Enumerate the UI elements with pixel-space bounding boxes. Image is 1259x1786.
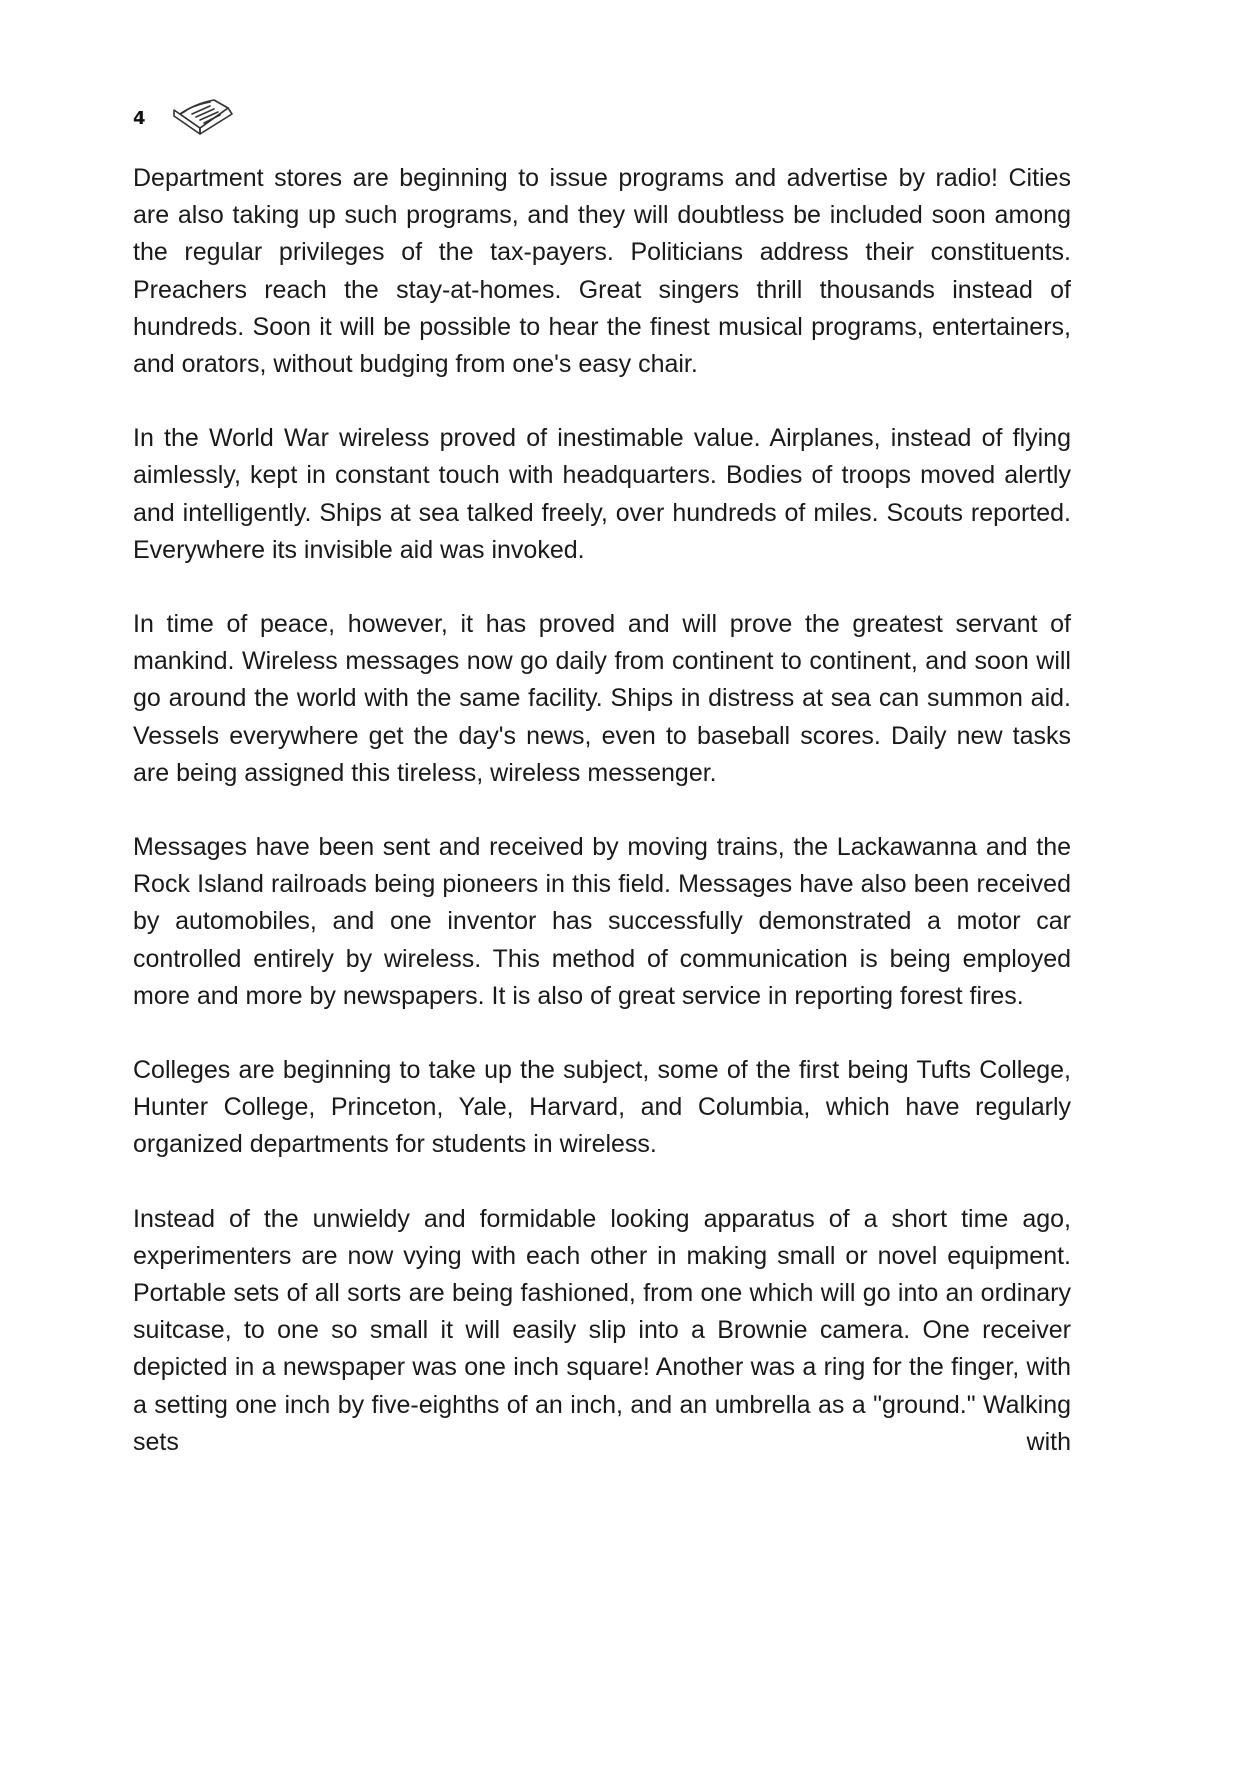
paragraph: Instead of the unwieldy and formidable looking apparatus of a short time ago, experimenters are now vying with each other in making small or novel equipment. Portable sets of all sorts are being fashioned, from one which will go into an ordinary suitcase, to one so small it will easily slip into a Brownie camera. One receiver depicted in a newspaper was one inch square! Another was a ring for the finger, with a setting one inch by five-eighths of an inch, and an umbrella as a "ground." Walking sets with (133, 1204, 1071, 1456)
page-header (133, 98, 236, 138)
page-number: 4 (133, 107, 146, 129)
paragraph: In the World War wireless proved of inestimable value. Airplanes, instead of flying aimlessly, kept in constant touch with headquarters. Bodies of troops moved alertly and intelligently. Ships at sea talked freely, over hundreds of miles. Scouts reported. Everywhere its invisible aid was invoked. (133, 424, 1071, 564)
paragraph: Department stores are beginning to issue programs and advertise by radio! Cities are also taking up such programs, and they will doubtless be included soon among the regular privileges of the tax-payers. Politicians address their constituents. Preachers reach the stay-at-homes. Great singers thrill thousands instead of hundreds. Soon it will be possible to hear the finest musical programs, entertainers, and orators, without budging from one's easy chair. (133, 164, 1071, 379)
paragraph: Colleges are beginning to take up the subject, some of the first being Tufts College, Hunter College, Princeton, Yale, Harvard, and Columbia, which have regularly organized departments for students in wireless. (133, 1056, 1071, 1159)
body-text (133, 160, 1071, 1498)
paragraph: Messages have been sent and received by moving trains, the Lackawanna and the Rock Island railroads being pioneers in this field. Messages have also been received by automobiles, and one inventor has successfully demonstrated a motor car controlled entirely by wireless. This method of communication is being employed more and more by newspapers. It is also of great service in reporting forest fires. (133, 833, 1071, 1010)
paragraph: In time of peace, however, it has proved and will prove the greatest servant of mankind. Wireless messages now go daily from continent to continent, and soon will go around the world with the same facility. Ships in distress at sea can summon aid. Vessels everywhere get the day's news, even to baseball scores. Daily new tasks are being assigned this tireless, wireless messenger. (133, 610, 1071, 787)
open-book-icon (170, 98, 236, 138)
